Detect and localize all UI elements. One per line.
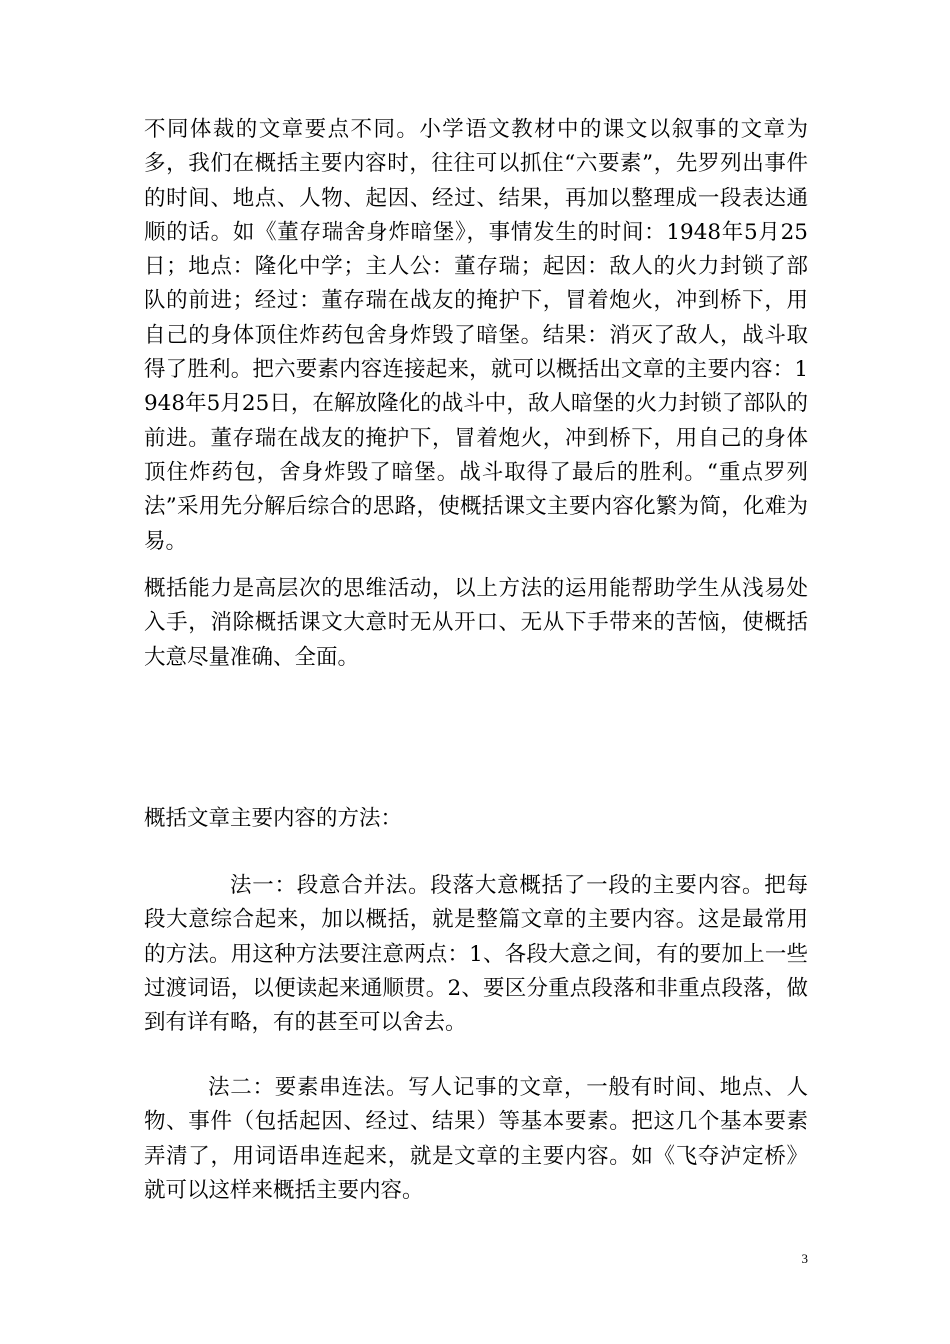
page-number: 3 — [801, 1251, 808, 1266]
paragraph-method-one: 法一：段意合并法。段落大意概括了一段的主要内容。把每段大意综合起来，加以概括，就是整篇文章的主要内容。这是最常用的方法。用这种方法要注意两点：1、各段大意之间，有的要加上一些过渡词语，以便读起来通顺贯。2、要区分重点段落和非重点段落，做到有详有略，有的甚至可以舍去。 — [144, 873, 808, 1036]
paragraph-six-elements: 不同体裁的文章要点不同。小学语文教材中的课文以叙事的文章为多，我们在概括主要内容时，往往可以抓住“六要素”，先罗列出事件的时间、地点、人物、起因、经过、结果，再加以整理成一段表达通顺的话。如《董存瑞舍身炸暗堡》，事情发生的时间：1948年5月25日；地点：隆化中学；主人公：董存瑞；起因：敌人的火力封锁了部队的前进；经过：董存瑞在战友的掩护下，冒着炮火，冲到桥下，用自己的身体顶住炸药包舍身炸毁了暗堡。结果：消灭了敌人，战斗取得了胜利。把六要素内容连接起来，就可以概括出文章的主要内容：1948年5月25日，在解放隆化的战斗中，敌人暗堡的火力封锁了部队的前进。董存瑞在战友的掩护下，冒着炮火，冲到桥下，用自己的身体顶住炸药包，舍身炸毁了暗堡。战斗取得了最后的胜利。“重点罗列法”采用先分解后综合的思路，使概括课文主要内容化繁为简，化难为易。 — [144, 117, 808, 554]
paragraph-summary-ability: 概括能力是高层次的思维活动，以上方法的运用能帮助学生从浅易处入手，消除概括课文大意时无从开口、无从下手带来的苦恼，使概括大意尽量准确、全面。 — [144, 576, 808, 670]
paragraph-method-two: 法二：要素串连法。写人记事的文章，一般有时间、地点、人物、事件（包括起因、经过、结果）等基本要素。把这几个基本要素弄清了，用词语串连起来，就是文章的主要内容。如《飞夺泸定桥》就可以这样来概括主要内容。 — [144, 1075, 808, 1203]
section-heading: 概括文章主要内容的方法： — [144, 806, 403, 831]
